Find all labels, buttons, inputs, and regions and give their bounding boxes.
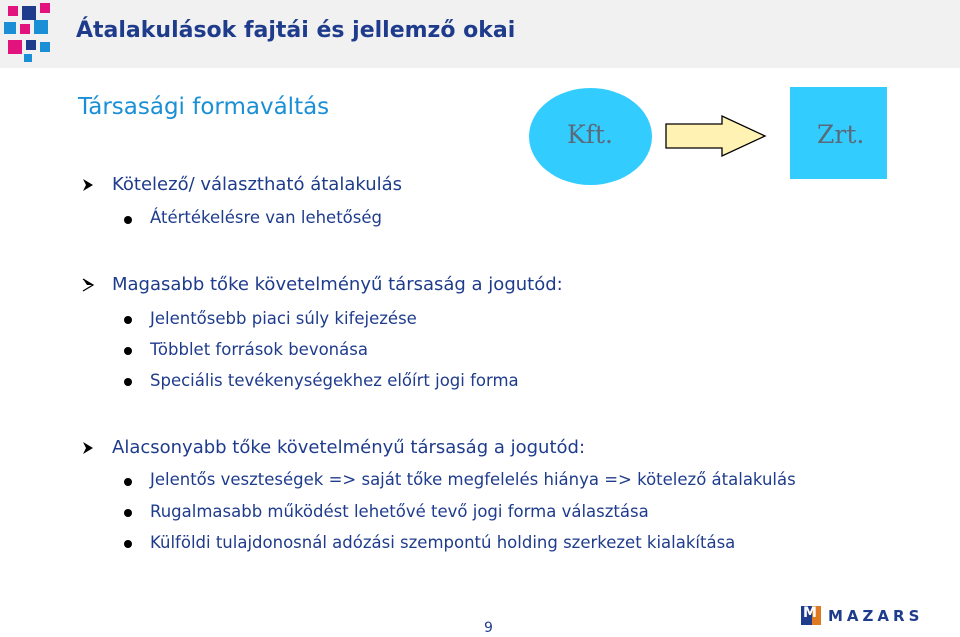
page-title: Átalakulások fajtái és jellemző okai — [76, 18, 516, 43]
list-item: Jelentősebb piaci súly kifejezése — [150, 309, 417, 328]
dot-bullet-icon — [124, 378, 132, 386]
arrow-bullet-icon — [82, 178, 94, 192]
mazars-logo-letter: M — [803, 605, 817, 621]
dot-bullet-icon — [124, 478, 132, 486]
page-number: 9 — [484, 620, 493, 636]
dot-bullet-icon — [124, 347, 132, 355]
section-heading: Kötelező/ választható átalakulás — [112, 174, 403, 195]
section-heading: Magasabb tőke követelményű társaság a jogutód: — [112, 274, 563, 295]
transform-arrow-icon — [664, 114, 768, 158]
dot-bullet-icon — [124, 316, 132, 324]
arrow-bullet-icon — [82, 441, 94, 455]
list-item: Külföldi tulajdonosnál adózási szempontú holding szerkezet kialakítása — [150, 533, 736, 552]
list-item: Rugalmasabb működést lehetővé tevő jogi forma választása — [150, 502, 649, 521]
section-heading: Alacsonyabb tőke követelményű társaság a jogutód: — [112, 437, 586, 458]
dot-bullet-icon — [124, 509, 132, 517]
list-item: Többlet források bevonása — [150, 340, 368, 359]
dot-bullet-icon — [124, 216, 132, 224]
list-item: Speciális tevékenységekhez előírt jogi forma — [150, 371, 519, 390]
section-subtitle: Társasági formaváltás — [78, 94, 330, 120]
zrt-label: Zrt. — [817, 120, 865, 149]
kft-label: Kft. — [567, 120, 613, 149]
mazars-brand-name: MAZARS — [828, 607, 924, 625]
list-item: Jelentős veszteségek => saját tőke megfelelés hiánya => kötelező átalakulás — [150, 470, 796, 489]
list-item: Átértékelésre van lehetőség — [150, 208, 382, 227]
dot-bullet-icon — [124, 540, 132, 548]
arrow-bullet-icon — [82, 278, 94, 292]
